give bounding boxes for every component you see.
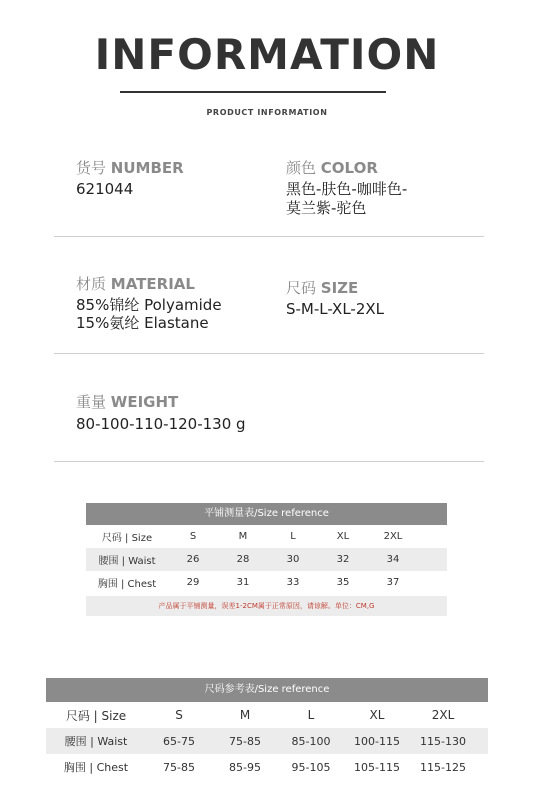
- measurement-note: 产品属于平铺测量，误差1-2CM属于正常原因，请谅解。单位：CM,G: [86, 596, 447, 616]
- table-cell: S: [189, 531, 197, 542]
- table-cell: 31: [236, 577, 250, 588]
- table-cell: 32: [336, 554, 350, 565]
- table-cell: 28: [236, 554, 250, 565]
- size-label: [286, 277, 358, 298]
- table-cell: 胸围 | Chest: [97, 579, 157, 590]
- table-cell: M: [239, 708, 251, 722]
- table-cell: 115-125: [420, 760, 466, 774]
- table-cell: 75-85: [229, 734, 261, 748]
- table-cell: XL: [336, 531, 350, 542]
- title-underline: [120, 91, 386, 93]
- table-cell: 胸围 | Chest: [63, 761, 129, 774]
- table-cell: L: [307, 708, 315, 722]
- weight-label-cn: 重量: [76, 393, 107, 411]
- table-cell: 100-115: [354, 734, 400, 748]
- table-row: [86, 548, 447, 571]
- color-label: [286, 157, 378, 178]
- color-label-cn: 颜色: [286, 159, 317, 177]
- material-label-en: MATERIAL: [110, 275, 195, 293]
- reference-table-title: 尺码参考表/Size reference: [46, 678, 488, 702]
- size-reference-table: [46, 678, 488, 780]
- table-cell: 37: [386, 577, 400, 588]
- table-row: [86, 571, 447, 594]
- page-subtitle: PRODUCT INFORMATION: [206, 108, 328, 117]
- material-label-cn: 材质: [76, 275, 107, 293]
- number-label: [76, 157, 184, 178]
- table-cell: 65-75: [163, 734, 195, 748]
- weight-label: [76, 391, 178, 412]
- divider: [54, 236, 484, 237]
- page-title: INFORMATION: [94, 30, 440, 79]
- table-row: [46, 702, 488, 728]
- table-cell: M: [238, 531, 248, 542]
- weight-label-en: WEIGHT: [110, 393, 179, 411]
- divider: [54, 353, 484, 354]
- table-cell: 腰围 | Waist: [98, 556, 156, 567]
- table-cell: 95-105: [291, 760, 331, 774]
- table-row: [46, 754, 488, 780]
- material-label: [76, 273, 195, 294]
- size-value: S-M-L-XL-2XL: [286, 300, 385, 318]
- table-cell: 34: [386, 554, 400, 565]
- number-label-cn: 货号: [76, 159, 107, 177]
- size-label-cn: 尺码: [286, 279, 317, 297]
- table-row: [86, 525, 447, 548]
- table-cell: L: [290, 531, 296, 542]
- divider: [54, 461, 484, 462]
- table-cell: 115-130: [420, 734, 466, 748]
- table-cell: 2XL: [383, 531, 403, 542]
- number-value: 621044: [76, 180, 134, 198]
- table-cell: 30: [286, 554, 300, 565]
- color-value-line2: 莫兰紫-驼色: [286, 199, 367, 217]
- table-cell: 85-100: [291, 734, 331, 748]
- flat-size-table: [86, 503, 447, 616]
- table-cell: XL: [369, 708, 385, 722]
- table-cell: 29: [186, 577, 200, 588]
- table-row: [46, 728, 488, 754]
- table-cell: 85-95: [229, 760, 261, 774]
- flat-table-title: 平铺测量表/Size reference: [86, 503, 447, 525]
- table-cell: 腰围 | Waist: [64, 735, 128, 748]
- material-value-line1: 85%锦纶 Polyamide: [76, 296, 222, 314]
- size-label-en: SIZE: [320, 279, 359, 297]
- table-cell: 2XL: [431, 708, 455, 722]
- table-cell: 26: [186, 554, 200, 565]
- table-cell: 75-85: [163, 760, 195, 774]
- table-cell: 尺码 | Size: [101, 533, 153, 544]
- color-value-line1: 黑色-肤色-咖啡色-: [286, 180, 408, 198]
- table-cell: S: [175, 708, 183, 722]
- material-value-line2: 15%氨纶 Elastane: [76, 314, 209, 332]
- color-label-en: COLOR: [320, 159, 378, 177]
- table-cell: 35: [336, 577, 350, 588]
- weight-value: 80-100-110-120-130 g: [76, 415, 246, 433]
- table-cell: 105-115: [354, 760, 400, 774]
- number-label-en: NUMBER: [110, 159, 184, 177]
- table-cell: 尺码 | Size: [65, 708, 127, 723]
- table-cell: 33: [286, 577, 300, 588]
